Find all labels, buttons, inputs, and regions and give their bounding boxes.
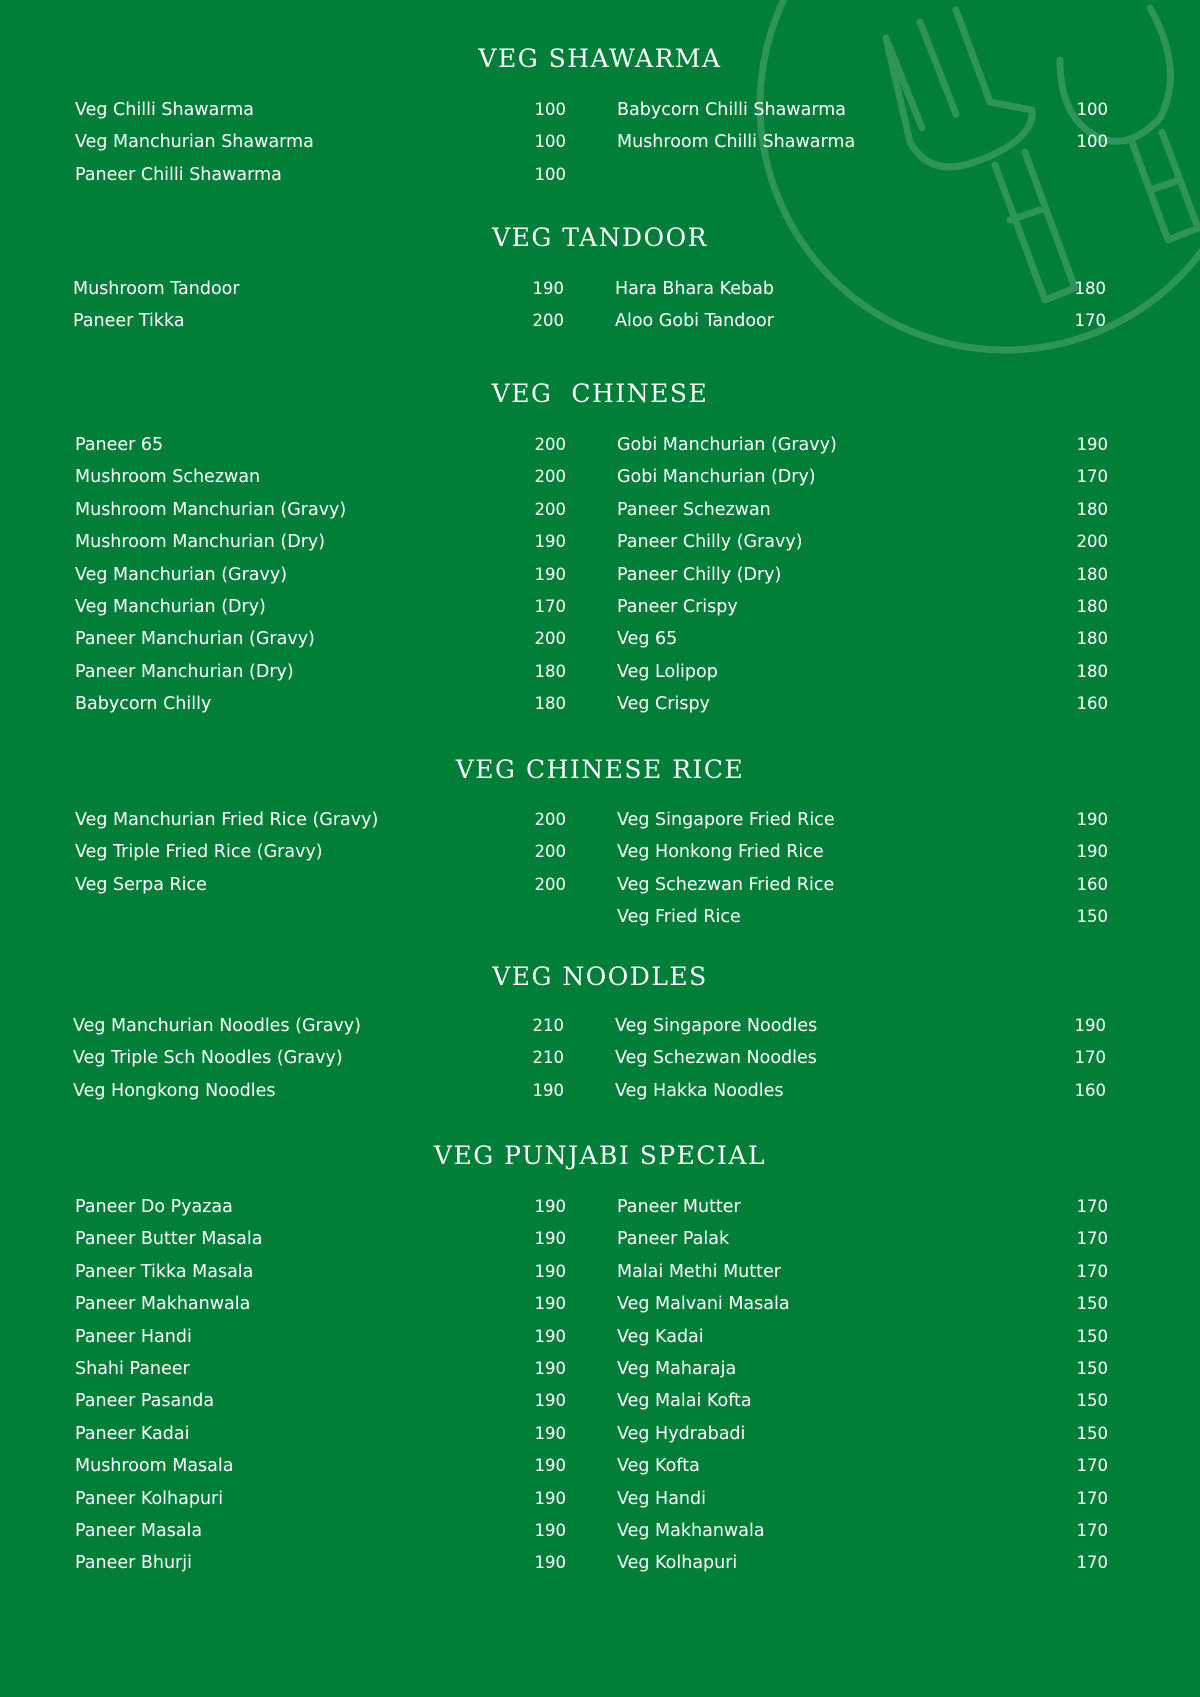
menu-item-paneer-tikka-masala xyxy=(75,1262,566,1294)
item-name: Veg Singapore Fried Rice xyxy=(617,810,835,830)
item-name: Veg Manchurian Fried Rice (Gravy) xyxy=(75,810,379,830)
item-name: Veg Lolipop xyxy=(617,661,718,682)
menu-item-veg-hakka-noodles xyxy=(615,1081,1106,1113)
item-name: Aloo Gobi Tandoor xyxy=(615,311,774,332)
item-name: Veg Malvani Masala xyxy=(617,1294,790,1315)
item-price: 190 xyxy=(534,1456,566,1476)
item-name: Veg Schezwan Fried Rice xyxy=(617,874,835,895)
item-name: Veg Schezwan Noodles xyxy=(615,1048,817,1069)
item-price: 160 xyxy=(1074,1080,1106,1100)
item-price: 180 xyxy=(1074,279,1106,298)
menu-item-veg-triple-sch-noodles-gravy xyxy=(73,1048,564,1080)
item-name: Veg Handi xyxy=(617,1488,706,1509)
item-price: 180 xyxy=(1076,661,1108,681)
item-price: 150 xyxy=(1076,907,1108,927)
item-name: Veg Singapore Noodles xyxy=(615,1016,818,1036)
section-title: VEG CHINESE RICE xyxy=(455,755,745,784)
item-price: 180 xyxy=(1076,564,1108,584)
menu-item-veg-malai-kofta xyxy=(617,1391,1108,1423)
menu-column-left xyxy=(75,1197,566,1586)
item-price: 170 xyxy=(534,596,566,616)
item-name: Paneer Masala xyxy=(75,1520,203,1541)
menu-item-paneer-butter-masala xyxy=(75,1229,566,1261)
item-name: Veg Kofta xyxy=(617,1456,700,1477)
item-name: Veg Manchurian Noodles (Gravy) xyxy=(73,1016,361,1036)
item-price: 170 xyxy=(1074,1048,1106,1068)
item-price: 190 xyxy=(534,1488,566,1508)
menu-column-left xyxy=(73,1016,564,1113)
menu-item-paneer-kadai xyxy=(75,1424,566,1456)
menu-item-veg-lolipop xyxy=(617,662,1108,694)
item-price: 200 xyxy=(534,629,566,649)
item-name: Mushroom Schezwan xyxy=(75,467,261,488)
item-name: Babycorn Chilly xyxy=(75,694,212,715)
menu-item-paneer-crispy xyxy=(617,597,1108,629)
section-title: VEG CHINESE xyxy=(491,379,709,408)
menu-item-shahi-paneer xyxy=(75,1359,566,1391)
item-name: Paneer Pasanda xyxy=(75,1391,215,1412)
menu-column-left xyxy=(75,435,566,727)
item-price: 200 xyxy=(534,467,566,487)
item-name: Paneer Makhanwala xyxy=(75,1294,251,1315)
menu-item-babycorn-chilly xyxy=(75,694,566,726)
item-price: 180 xyxy=(534,694,566,714)
item-price: 170 xyxy=(1076,1488,1108,1508)
item-price: 190 xyxy=(1076,810,1108,829)
item-price: 190 xyxy=(534,1553,566,1573)
menu-item-veg-honkong-fried-rice xyxy=(617,842,1108,874)
item-name: Veg Manchurian (Gravy) xyxy=(75,564,288,585)
menu-item-aloo-gobi-tandoor xyxy=(615,311,1106,343)
menu-item-mushroom-masala xyxy=(75,1456,566,1488)
item-price: 170 xyxy=(1076,1520,1108,1540)
item-name: Paneer Tikka Masala xyxy=(75,1261,254,1282)
item-price: 200 xyxy=(534,810,566,829)
menu-column-right xyxy=(615,279,1106,344)
item-price: 170 xyxy=(1076,1456,1108,1476)
menu-item-paneer-palak xyxy=(617,1229,1108,1261)
item-price: 180 xyxy=(1076,596,1108,616)
menu-item-veg-manchurian-fried-rice-gravy xyxy=(75,810,566,842)
menu-item-veg-kofta xyxy=(617,1456,1108,1488)
item-name: Veg Chilli Shawarma xyxy=(75,100,254,120)
item-name: Veg Malai Kofta xyxy=(617,1391,752,1412)
menu-item-veg-serpa-rice xyxy=(75,875,566,907)
item-name: Paneer Chilly (Dry) xyxy=(617,564,782,585)
item-name: Veg Honkong Fried Rice xyxy=(617,842,824,863)
item-price: 200 xyxy=(534,435,566,454)
item-name: Paneer Bhurji xyxy=(75,1553,192,1574)
item-name: Veg Hydrabadi xyxy=(617,1423,746,1444)
menu-item-veg-manchurian-noodles-gravy xyxy=(73,1016,564,1048)
item-price: 190 xyxy=(534,1391,566,1411)
menu-item-veg-malvani-masala xyxy=(617,1294,1108,1326)
item-name: Mushroom Manchurian (Dry) xyxy=(75,532,326,553)
item-name: Paneer Manchurian (Dry) xyxy=(75,661,294,682)
item-price: 100 xyxy=(534,132,566,152)
item-name: Veg Serpa Rice xyxy=(75,874,207,895)
menu-item-paneer-schezwan xyxy=(617,500,1108,532)
menu-item-veg-makhanwala xyxy=(617,1521,1108,1553)
menu-item-paneer-tikka xyxy=(73,311,564,343)
item-name: Paneer Kolhapuri xyxy=(75,1488,224,1509)
item-price: 150 xyxy=(1076,1294,1108,1314)
item-name: Paneer Chilli Shawarma xyxy=(75,164,282,185)
menu-item-veg-maharaja xyxy=(617,1359,1108,1391)
section-title: VEG PUNJABI SPECIAL xyxy=(433,1141,767,1170)
item-name: Paneer Manchurian (Gravy) xyxy=(75,629,315,650)
item-price: 150 xyxy=(1076,1391,1108,1411)
item-price: 170 xyxy=(1076,1229,1108,1249)
item-name: Paneer Butter Masala xyxy=(75,1229,263,1250)
menu-item-veg-fried-rice xyxy=(617,907,1108,939)
menu-item-paneer-makhanwala xyxy=(75,1294,566,1326)
item-price: 190 xyxy=(532,1080,564,1100)
item-name: Paneer Schezwan xyxy=(617,499,771,520)
item-name: Veg Makhanwala xyxy=(617,1520,765,1541)
item-name: Veg Triple Fried Rice (Gravy) xyxy=(75,842,323,863)
item-price: 200 xyxy=(534,499,566,519)
menu-column-right xyxy=(617,810,1108,940)
menu-item-malai-methi-mutter xyxy=(617,1262,1108,1294)
menu-item-paneer-chilly-dry xyxy=(617,565,1108,597)
menu-item-paneer-pasanda xyxy=(75,1391,566,1423)
item-price: 190 xyxy=(534,1197,566,1216)
menu-item-veg-hydrabadi xyxy=(617,1424,1108,1456)
menu-item-paneer-handi xyxy=(75,1327,566,1359)
item-price: 100 xyxy=(534,100,566,119)
section-title: VEG SHAWARMA xyxy=(478,44,722,73)
item-name: Paneer Crispy xyxy=(617,596,738,617)
item-price: 190 xyxy=(534,1358,566,1378)
menu-item-paneer-do-pyazaa xyxy=(75,1197,566,1229)
menu-item-mushroom-chilli-shawarma xyxy=(617,132,1108,164)
item-price: 200 xyxy=(534,874,566,894)
menu-item-mushroom-manchurian-dry xyxy=(75,532,566,564)
menu-item-veg-crispy xyxy=(617,694,1108,726)
item-price: 190 xyxy=(534,564,566,584)
item-name: Hara Bhara Kebab xyxy=(615,279,774,299)
item-name: Paneer Handi xyxy=(75,1326,192,1347)
item-price: 100 xyxy=(534,164,566,184)
item-price: 150 xyxy=(1076,1358,1108,1378)
item-name: Gobi Manchurian (Dry) xyxy=(617,467,816,488)
menu-item-veg-kolhapuri xyxy=(617,1553,1108,1585)
menu-column-right xyxy=(615,1016,1106,1113)
item-price: 150 xyxy=(1076,1326,1108,1346)
item-price: 180 xyxy=(1076,499,1108,519)
item-name: Paneer 65 xyxy=(75,435,164,455)
menu-item-mushroom-manchurian-gravy xyxy=(75,500,566,532)
menu-item-mushroom-tandoor xyxy=(73,279,564,311)
menu-item-veg-manchurian-shawarma xyxy=(75,132,566,164)
item-name: Veg Manchurian (Dry) xyxy=(75,596,266,617)
item-name: Paneer Kadai xyxy=(75,1423,190,1444)
menu-item-veg-singapore-noodles xyxy=(615,1016,1106,1048)
menu-item-paneer-65 xyxy=(75,435,566,467)
menu-item-gobi-manchurian-dry xyxy=(617,467,1108,499)
item-price: 180 xyxy=(534,661,566,681)
item-name: Veg Maharaja xyxy=(617,1358,737,1379)
item-price: 170 xyxy=(1074,311,1106,331)
menu-item-paneer-bhurji xyxy=(75,1553,566,1585)
item-name: Paneer Mutter xyxy=(617,1197,741,1217)
menu-item-veg-schezwan-noodles xyxy=(615,1048,1106,1080)
section-title: VEG TANDOOR xyxy=(492,223,708,252)
item-price: 160 xyxy=(1076,694,1108,714)
menu-item-veg-kadai xyxy=(617,1327,1108,1359)
menu-item-veg-triple-fried-rice-gravy xyxy=(75,842,566,874)
item-price: 190 xyxy=(1074,1016,1106,1035)
menu-item-paneer-manchurian-dry xyxy=(75,662,566,694)
item-price: 170 xyxy=(1076,467,1108,487)
item-price: 190 xyxy=(1076,842,1108,862)
menu-item-veg-handi xyxy=(617,1489,1108,1521)
menu-item-veg-manchurian-dry xyxy=(75,597,566,629)
item-name: Shahi Paneer xyxy=(75,1358,190,1379)
item-price: 200 xyxy=(532,311,564,331)
item-name: Malai Methi Mutter xyxy=(617,1261,781,1282)
item-price: 200 xyxy=(534,842,566,862)
item-name: Veg 65 xyxy=(617,629,678,650)
item-name: Veg Manchurian Shawarma xyxy=(75,132,314,153)
item-price: 190 xyxy=(534,1326,566,1346)
item-price: 190 xyxy=(534,1423,566,1443)
item-name: Babycorn Chilli Shawarma xyxy=(617,100,847,120)
item-price: 190 xyxy=(534,1261,566,1281)
item-price: 170 xyxy=(1076,1197,1108,1216)
item-name: Veg Hakka Noodles xyxy=(615,1080,784,1101)
item-price: 200 xyxy=(1076,532,1108,552)
item-name: Paneer Palak xyxy=(617,1229,730,1250)
menu-item-paneer-kolhapuri xyxy=(75,1489,566,1521)
item-name: Paneer Chilly (Gravy) xyxy=(617,532,803,553)
item-price: 190 xyxy=(1076,435,1108,454)
item-name: Mushroom Tandoor xyxy=(73,279,240,299)
item-price: 100 xyxy=(1076,132,1108,152)
menu-item-veg-singapore-fried-rice xyxy=(617,810,1108,842)
item-name: Veg Triple Sch Noodles (Gravy) xyxy=(73,1048,343,1069)
menu-column-left xyxy=(75,100,566,197)
menu-item-paneer-chilly-gravy xyxy=(617,532,1108,564)
item-price: 180 xyxy=(1076,629,1108,649)
menu-item-veg-schezwan-fried-rice xyxy=(617,875,1108,907)
item-name: Paneer Do Pyazaa xyxy=(75,1197,233,1217)
menu-column-left xyxy=(75,810,566,907)
menu-item-gobi-manchurian-gravy xyxy=(617,435,1108,467)
menu-item-veg-65 xyxy=(617,629,1108,661)
item-price: 190 xyxy=(534,1294,566,1314)
menu-item-paneer-chilli-shawarma xyxy=(75,165,566,197)
item-name: Veg Kadai xyxy=(617,1326,704,1347)
menu-column-left xyxy=(73,279,564,344)
item-price: 190 xyxy=(534,532,566,552)
item-name: Veg Crispy xyxy=(617,694,710,715)
item-price: 210 xyxy=(532,1048,564,1068)
item-price: 190 xyxy=(532,279,564,298)
item-name: Mushroom Chilli Shawarma xyxy=(617,132,856,153)
menu-item-mushroom-schezwan xyxy=(75,467,566,499)
menu-item-paneer-masala xyxy=(75,1521,566,1553)
menu-item-hara-bhara-kebab xyxy=(615,279,1106,311)
item-price: 190 xyxy=(534,1229,566,1249)
item-price: 210 xyxy=(532,1016,564,1035)
item-price: 160 xyxy=(1076,874,1108,894)
item-price: 170 xyxy=(1076,1553,1108,1573)
menu-column-right xyxy=(617,100,1108,165)
menu-item-veg-chilli-shawarma xyxy=(75,100,566,132)
item-name: Veg Kolhapuri xyxy=(617,1553,738,1574)
item-price: 100 xyxy=(1076,100,1108,119)
item-name: Veg Hongkong Noodles xyxy=(73,1080,276,1101)
item-name: Paneer Tikka xyxy=(73,311,185,332)
item-name: Mushroom Manchurian (Gravy) xyxy=(75,499,347,520)
item-name: Veg Fried Rice xyxy=(617,907,741,928)
item-price: 190 xyxy=(534,1520,566,1540)
menu-column-right xyxy=(617,1197,1108,1586)
menu-item-paneer-manchurian-gravy xyxy=(75,629,566,661)
menu-item-paneer-mutter xyxy=(617,1197,1108,1229)
item-name: Mushroom Masala xyxy=(75,1456,234,1477)
menu-item-veg-manchurian-gravy xyxy=(75,565,566,597)
menu-column-right xyxy=(617,435,1108,727)
item-price: 150 xyxy=(1076,1423,1108,1443)
menu-item-veg-hongkong-noodles xyxy=(73,1081,564,1113)
item-price: 170 xyxy=(1076,1261,1108,1281)
section-title: VEG NOODLES xyxy=(492,962,708,991)
menu-item-babycorn-chilli-shawarma xyxy=(617,100,1108,132)
item-name: Gobi Manchurian (Gravy) xyxy=(617,435,837,455)
